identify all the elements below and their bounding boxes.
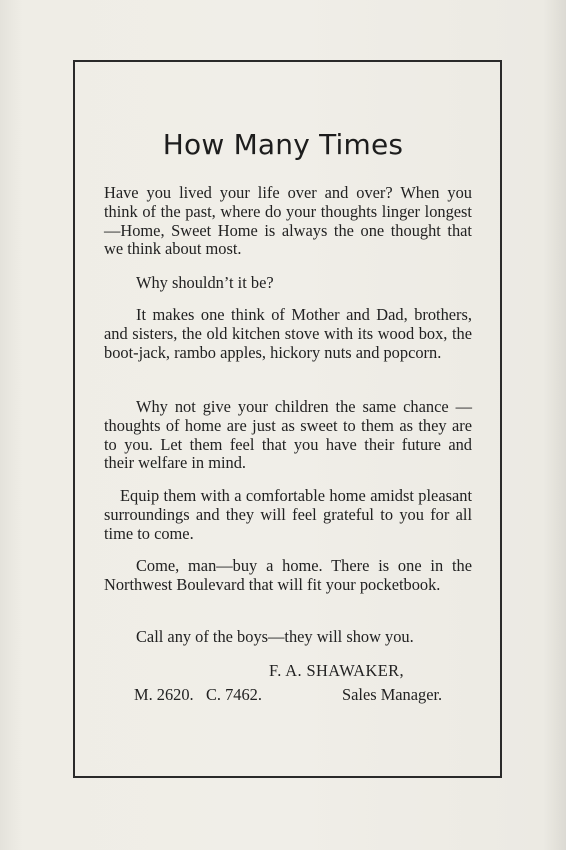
paragraph-equip-them: Equip them with a comfortable home amidst pleasant surroundings and they will feel grateful to you for all time to come. [104,486,472,543]
paragraph-lived-life: Have you lived your life over and over? When you think of the past, where do your thoughts linger longest—Home, Sweet Home is always the one thought that we think about most. [104,183,472,259]
paragraph-mother-dad: It makes one think of Mother and Dad, brothers, and sisters, the old kitchen stove with its wood box, the boot-jack, rambo apples, hickory nuts and popcorn. [104,305,472,362]
paragraph-children-chance: Why not give your children the same chance —thoughts of home are just as sweet to them as they are to you. Let them feel that you have their future and their welfare in mind. [104,397,472,473]
paragraph-buy-a-home: Come, man—buy a home. There is one in the Northwest Boulevard that will fit your pocketbook. [104,556,472,594]
page-title: How Many Times [162,128,404,161]
phone-numbers: M. 2620. C. 7462. [134,685,262,704]
signature-title: Sales Manager. [342,685,443,704]
signature-name: F. A. SHAWAKER, [269,661,404,680]
paragraph-call-boys: Call any of the boys—they will show you. [136,627,414,646]
paragraph-why-shouldnt: Why shouldn’t it be? [136,273,274,292]
